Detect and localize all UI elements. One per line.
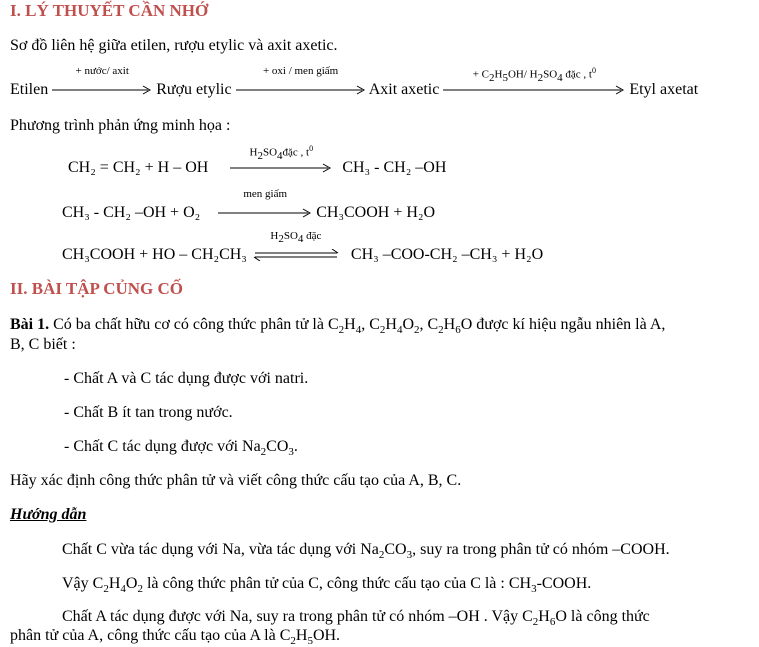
- guide-heading: Hướng dẫn: [10, 506, 87, 523]
- guide-line-4: phân tử của A, công thức cấu tạo của A là $C_2H_5OH$.: [10, 627, 341, 647]
- scheme-ruou-etylic: Rượu etylic: [156, 81, 232, 98]
- equation-1: [68, 144, 447, 178]
- right-arrow-icon: [236, 85, 366, 95]
- equation-3-condition: $H_2SO_4$ đặc: [270, 230, 322, 246]
- section-1-heading: I. LÝ THUYẾT CẦN NHỚ: [10, 1, 209, 20]
- guide-line-1: Chất C vừa tác dụng với Na, vừa tác dụng với $Na_2CO_3$, suy ra trong phân tử có nhóm –COOH.: [62, 541, 670, 562]
- condition-item-3: - Chất C tác dụng được với $Na_2CO_3$.: [64, 438, 298, 459]
- equilibrium-arrow-icon: [253, 249, 339, 261]
- right-arrow-icon: [52, 85, 152, 95]
- equation-2-left: CH₃ - CH₂ –OH + O₂: [62, 204, 201, 221]
- scheme-arrow-3: [443, 66, 625, 100]
- equation-3-right: CH₃ –COO-CH₂ –CH₃ + H₂O: [350, 246, 544, 263]
- intro-text: Sơ đồ liên hệ giữa etilen, rượu etylic và axit axetic.: [10, 37, 338, 54]
- guide-line-2: Vậy $C_2H_4O_2$ là công thức phân tử của C, công thức cấu tạo của C là : $CH_3$-COOH.: [62, 575, 592, 596]
- equation-2-right: CH₃COOH + H₂O: [316, 204, 436, 221]
- scheme-arrow-1: [52, 65, 152, 100]
- equation-1-left: CH₂ = CH₂ + H – OH: [68, 159, 209, 176]
- equation-2-arrow: [218, 188, 312, 223]
- condition-item-1: - Chất A và C tác dụng được với natri.: [64, 370, 309, 387]
- scheme-arrow-2-label: + oxi / men giấm: [262, 65, 339, 77]
- equation-3-left: CH₃COOH + HO – CH₂CH₃: [62, 246, 247, 263]
- scheme-etyl-axetat: Etyl axetat: [629, 81, 699, 98]
- equation-1-condition: $H_2SO_4đặc$ , $t^0$: [249, 144, 314, 162]
- guide-line-3: Chất A tác dụng được với Na, suy ra trong phân tử có nhóm –OH . Vậy $C_2H_6O$ là công thức: [62, 608, 650, 629]
- scheme-arrow-1-label: + nước/ axit: [75, 65, 129, 77]
- scheme-axit-axetic: Axit axetic: [368, 81, 440, 98]
- equation-3-arrow: [253, 230, 339, 265]
- right-arrow-icon: [218, 208, 312, 218]
- reaction-scheme: [10, 65, 699, 100]
- equation-1-arrow: [230, 144, 332, 178]
- exercise-1-statement-cont: B, C biết :: [10, 336, 76, 353]
- equation-2-condition: men giấm: [243, 188, 288, 200]
- right-arrow-icon: [230, 163, 332, 173]
- section-2-heading: II. BÀI TẬP CỦNG CỐ: [10, 279, 184, 298]
- exercise-1-statement: Bài 1. Có ba chất hữu cơ có công thức phân tử là $C_2H_4$, $C_2H_4O_2$, $C_2H_6O$ được kí hiệu ngẫu nhiên là A,: [10, 316, 666, 337]
- right-arrow-icon: [443, 85, 625, 95]
- exercise-1-question: Hãy xác định công thức phân tử và viết công thức cấu tạo của A, B, C.: [10, 472, 462, 489]
- equation-1-right: CH₃ - CH₂ –OH: [342, 159, 447, 176]
- equation-2: [62, 188, 436, 223]
- scheme-etilen: Etilen: [10, 81, 49, 98]
- scheme-arrow-2: [236, 65, 366, 100]
- exercise-1-label: Bài 1.: [10, 316, 50, 333]
- scheme-arrow-3-label: + $C_2H_5OH/$ $H_2SO_4$ đặc , $t^0$: [472, 66, 596, 84]
- condition-item-2: - Chất B ít tan trong nước.: [64, 404, 233, 421]
- equations-title: Phương trình phản ứng minh họa :: [10, 117, 231, 134]
- equation-3: [62, 230, 544, 265]
